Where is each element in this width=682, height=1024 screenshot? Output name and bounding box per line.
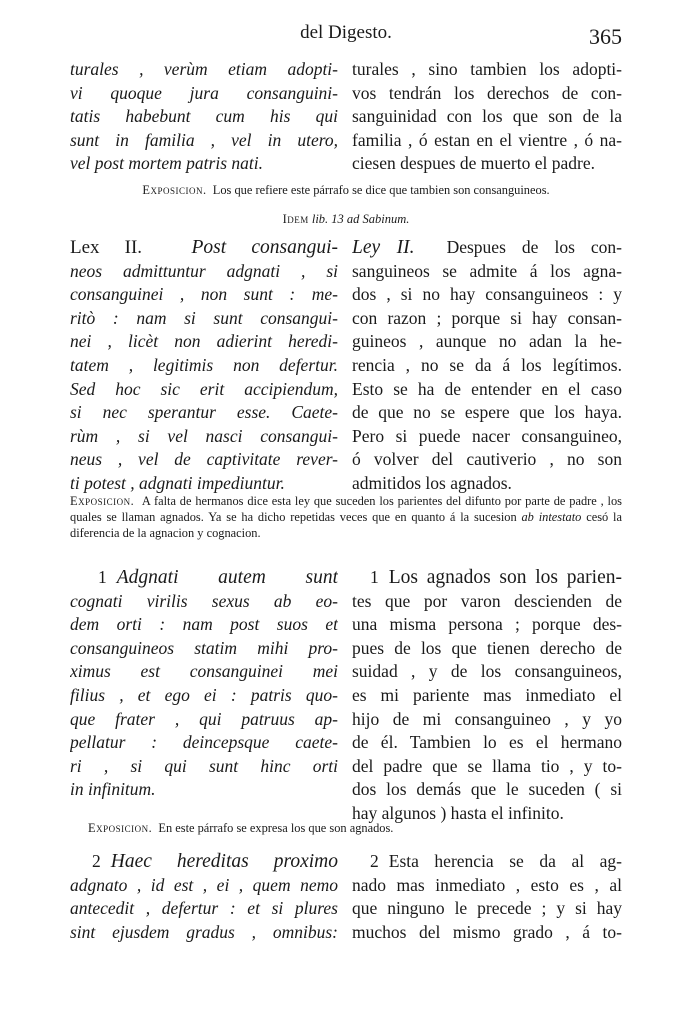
spanish-line: una misma persona ; porque des- — [352, 614, 622, 635]
spanish-line: de él. Tambien lo es el hermano — [352, 732, 622, 753]
latin-line: ximus est consanguinei mei — [70, 661, 338, 682]
ley-heading: Ley II. — [352, 237, 415, 258]
latin-line: ri , si qui sunt hinc orti — [70, 755, 338, 776]
source-reference: lib. 13 ad Sabinum. — [311, 212, 410, 226]
spanish-line: es mi pariente mas inmediato el — [352, 684, 622, 705]
latin-first-words: Post consangui- — [191, 237, 338, 258]
latin-line — [70, 850, 338, 874]
latin-line — [70, 236, 338, 260]
spanish-line: rencia , no se da á los legítimos. — [352, 354, 622, 375]
spanish-line: de que no se espere que los haya. — [352, 402, 622, 423]
latin-line: neus , vel de captivitate rever- — [70, 449, 338, 470]
spanish-line: hay algunos ) hasta el infinito. — [352, 802, 564, 823]
exposicion-text: En este párrafo se expresa los que son agnados. — [158, 821, 394, 835]
spanish-line: dos los demás que le suceden ( si — [352, 779, 622, 800]
exposicion-text: A falta de hermanos dice esta ley que suceden los parientes del difunto por parte de padre , los quales se llaman agnados. Ya se ha dicho repetidas veces que en quanto á la sucesion — [70, 494, 622, 524]
latin-line: dem orti : nam post suos et — [70, 614, 338, 635]
latin-line: nei , licèt non adierint heredi- — [70, 331, 338, 352]
latin-line: filius , et ego ei : patris quo- — [70, 684, 338, 705]
spanish-line: sanguinidad con los que son de la — [352, 106, 622, 127]
section-1-paragraph — [70, 566, 622, 826]
spanish-column — [352, 566, 622, 826]
latin-line: ti potest , adgnati impediuntur. — [70, 472, 285, 493]
latin-line — [70, 566, 338, 590]
latin-line: consanguinei , non sunt : me- — [70, 284, 338, 305]
latin-line: si nec sperantur esse. Caete- — [70, 402, 338, 423]
spanish-line: dos , si no hay consanguineos : y — [352, 284, 622, 305]
section-number: 1 — [370, 567, 379, 587]
spanish-line: turales , sino tambien los adopti- — [352, 59, 622, 79]
latin-first-words: Haec hereditas proximo — [110, 851, 338, 872]
latin-line: vel post mortem patris nati. — [70, 153, 263, 174]
latin-line: sint ejusdem gradus , omnibus: — [70, 921, 338, 942]
spanish-line: Pero si puede nacer consanguineo, — [352, 425, 622, 446]
latin-line: Sed hoc sic erit accipiendum, — [70, 378, 338, 399]
latin-line: neos admittuntur adgnati , si — [70, 260, 338, 281]
exposicion-label: Exposicion. — [88, 821, 153, 835]
lex-heading: Lex II. — [70, 237, 143, 258]
spanish-column — [352, 236, 622, 496]
exposicion-note — [70, 820, 622, 836]
exposicion-label: Exposicion. — [142, 183, 207, 197]
page-header — [70, 22, 622, 52]
latin-line: cognati virilis sexus ab eo- — [70, 590, 338, 611]
latin-line: antecedit , defertur : et si plures — [70, 898, 338, 919]
section-number: 2 — [370, 851, 379, 871]
spanish-line: tes que por varon descienden de — [352, 590, 622, 611]
spanish-first-words: Despues de los con- — [446, 237, 622, 257]
spanish-line: con razon ; porque si hay consan- — [352, 307, 622, 328]
latin-line: turales , verùm etiam adopti- — [70, 59, 338, 79]
spanish-line: familia , ó estan en el vientre , ó na- — [352, 129, 622, 150]
latin-line: tatis habebunt cum his qui — [70, 106, 338, 127]
spanish-line: ó volver del cautiverio , no son — [352, 449, 622, 470]
latin-line: adgnato , id est , ei , quem nemo — [70, 874, 338, 895]
spanish-line: del padre que se llama tio , y to- — [352, 755, 622, 776]
section-2-paragraph — [70, 850, 622, 944]
latin-line: pellatur : deincepsque caete- — [70, 732, 338, 753]
latin-line: tatem , legitimis non defertur. — [70, 354, 338, 375]
continuation-paragraph — [70, 58, 622, 176]
spanish-line: suidad , y de los consanguineos, — [352, 661, 622, 682]
latin-line: sunt in familia , vel in utero, — [70, 129, 338, 150]
latin-first-words: Adgnati autem sunt — [116, 567, 338, 588]
exposicion-text-end: cesó la diferencia de la agnacion y cognacion. — [70, 510, 622, 540]
spanish-line: ciesen despues de muerto el padre. — [352, 153, 595, 174]
spanish-line: pues de los que tienen derecho de — [352, 637, 622, 658]
page-number: 365 — [589, 24, 622, 49]
running-title: del Digesto. — [300, 22, 392, 43]
exposicion-italic: ab intestato — [521, 510, 582, 524]
spanish-line: que ninguno le precede ; y si hay — [352, 898, 622, 919]
latin-column — [70, 58, 338, 176]
spanish-column — [352, 850, 622, 944]
lex-ii-paragraph — [70, 236, 622, 496]
spanish-first-words: Esta herencia se da al ag- — [388, 851, 622, 871]
section-number: 1 — [98, 567, 107, 587]
spanish-line: muchos del mismo grado , á to- — [352, 921, 622, 942]
spanish-line — [352, 566, 622, 590]
source-idem: Idem — [282, 212, 309, 226]
latin-line: que frater , qui patruus ap- — [70, 708, 338, 729]
spanish-line: hijo de mi consanguineo , y yo — [352, 708, 622, 729]
latin-line: vi quoque jura consanguini- — [70, 82, 338, 103]
latin-column — [70, 566, 338, 826]
latin-line: ritò : nam si sunt consangui- — [70, 307, 338, 328]
spanish-line — [352, 850, 622, 874]
spanish-line: vos tendrán los derechos de con- — [352, 82, 622, 103]
exposicion-note — [70, 493, 622, 541]
latin-column — [70, 236, 338, 496]
exposicion-note — [70, 182, 622, 198]
source-citation — [70, 212, 622, 227]
spanish-line: sanguineos se admite á los agna- — [352, 260, 622, 281]
spanish-column — [352, 58, 622, 176]
spanish-line: Esto se ha de entender en el caso — [352, 378, 622, 399]
spanish-first-words: Los agnados son los parien- — [388, 567, 622, 588]
exposicion-label: Exposicion. — [70, 494, 135, 508]
spanish-line — [352, 236, 622, 260]
section-number: 2 — [92, 851, 101, 871]
spanish-line: admitidos los agnados. — [352, 472, 512, 493]
exposicion-text: Los que refiere este párrafo se dice que tambien son consanguineos. — [212, 183, 550, 197]
latin-line: rùm , si vel nasci consangui- — [70, 425, 338, 446]
latin-line: in infinitum. — [70, 779, 156, 800]
spanish-line: guineos , aunque no adan la he- — [352, 331, 622, 352]
latin-line: consanguineos statim mihi pro- — [70, 637, 338, 658]
latin-column — [70, 850, 338, 944]
spanish-line: nado mas inmediato , esto es , al — [352, 874, 622, 895]
